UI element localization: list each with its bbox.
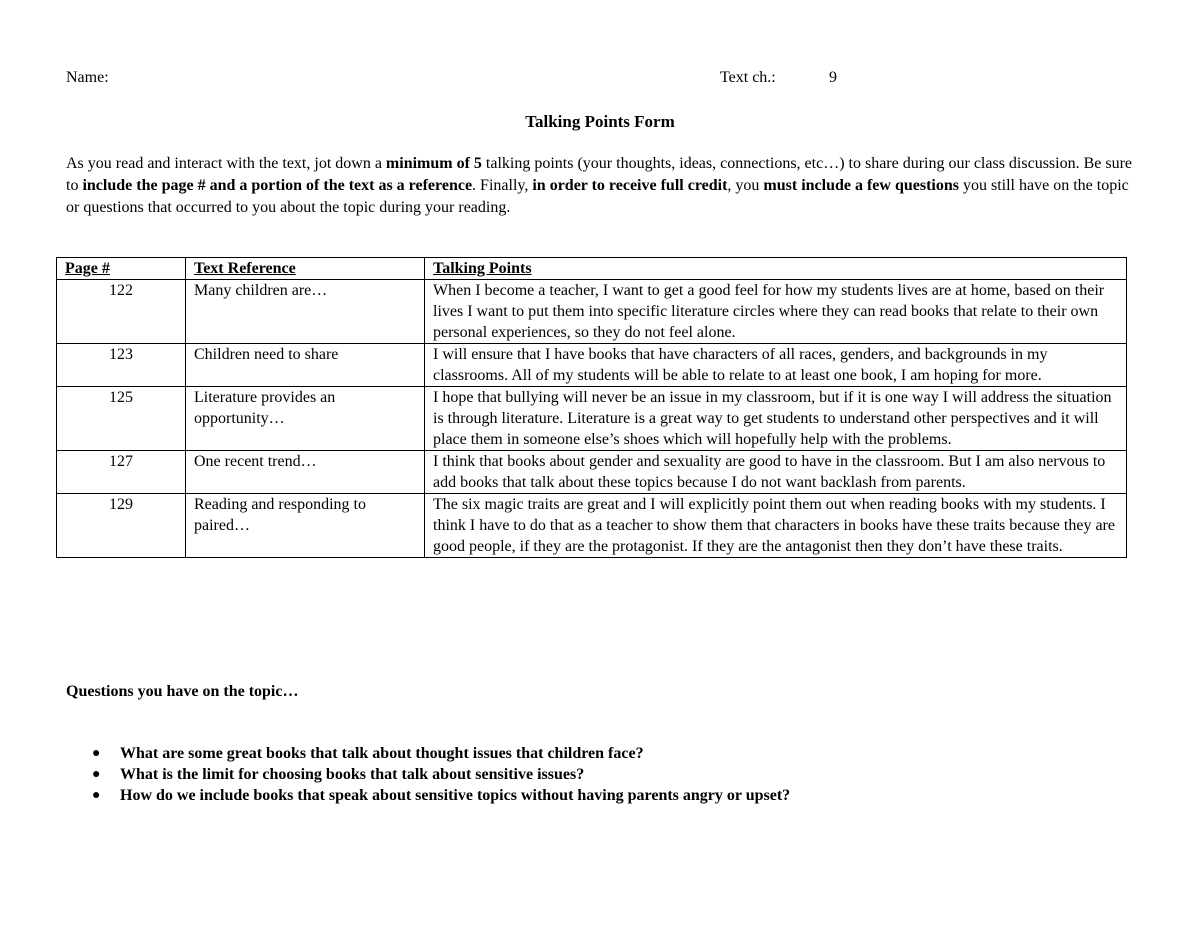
table-row xyxy=(57,494,1127,558)
instructions-bold-text: in order to receive full credit xyxy=(532,177,728,194)
question-text: What is the limit for choosing books that talk about sensitive issues? xyxy=(120,766,585,783)
list-item xyxy=(66,785,1126,806)
column-header-page: Page # xyxy=(57,258,186,280)
table-row xyxy=(57,451,1127,494)
talking-point-cell: I will ensure that I have books that have characters of all races, genders, and backgrounds in my classrooms. All of my students will be able to relate to at least one book, I am hoping for more. xyxy=(425,344,1127,387)
bullet-icon: ● xyxy=(92,767,101,782)
table-row xyxy=(57,387,1127,451)
text-reference-cell: Children need to share xyxy=(186,344,425,387)
instructions-bold-text: must include a few questions xyxy=(763,177,959,194)
text-reference-cell: Reading and responding to paired… xyxy=(186,494,425,558)
form-title: Talking Points Form xyxy=(525,112,675,131)
instructions-text: , you xyxy=(727,177,764,194)
instructions-paragraph xyxy=(66,153,1138,219)
list-item xyxy=(66,743,1126,764)
bullet-icon: ● xyxy=(92,746,101,761)
instructions-text: As you read and interact with the text, jot down a xyxy=(66,155,386,172)
bullet-icon: ● xyxy=(92,788,101,803)
instructions-bold-text: include the page # and a portion of the text as a reference xyxy=(82,177,473,194)
talking-points-table xyxy=(56,257,1127,558)
page-number-cell: 123 xyxy=(57,344,186,387)
text-reference-cell: Literature provides an opportunity… xyxy=(186,387,425,451)
page-number-cell: 122 xyxy=(57,280,186,344)
page-number-cell: 127 xyxy=(57,451,186,494)
text-reference-cell: One recent trend… xyxy=(186,451,425,494)
question-text: How do we include books that speak about sensitive topics without having parents angry or upset? xyxy=(120,787,791,804)
column-header-text-reference: Text Reference xyxy=(186,258,425,280)
text-chapter-value: 9 xyxy=(829,69,837,86)
table-row xyxy=(57,280,1127,344)
question-text: What are some great books that talk about thought issues that children face? xyxy=(120,745,644,762)
column-header-talking-points: Talking Points xyxy=(425,258,1127,280)
text-chapter-label: Text ch.: xyxy=(720,69,776,86)
page-number-cell: 125 xyxy=(57,387,186,451)
instructions-text: talking points (your thoughts, ideas, connections, etc…) to share during our class discussion. Be sure to xyxy=(66,155,1133,194)
talking-point-cell: The six magic traits are great and I will explicitly point them out when reading books with my students. I think I have to do that as a teacher to show them that characters in books have these traits because they are good people, if they are the protagonist. If they are the antagonist then they don’t have these traits. xyxy=(425,494,1127,558)
talking-point-cell: I think that books about gender and sexuality are good to have in the classroom. But I am also nervous to add books that talk about these topics because I do not want backlash from parents. xyxy=(425,451,1127,494)
instructions-text: you still have on the topic or questions that occurred to you about the topic during your reading. xyxy=(66,177,1129,216)
talking-point-cell: I hope that bullying will never be an issue in my classroom, but if it is one way I will address the situation is through literature. Literature is a great way to get students to understand other perspectives and it will place them in someone else’s shoes which will hopefully help with the problems. xyxy=(425,387,1127,451)
instructions-bold-text: minimum of 5 xyxy=(385,155,482,172)
questions-heading: Questions you have on the topic… xyxy=(66,683,299,700)
page-number-cell: 129 xyxy=(57,494,186,558)
list-item xyxy=(66,764,1126,785)
questions-list xyxy=(66,743,1126,806)
talking-point-cell: When I become a teacher, I want to get a good feel for how my students lives are at home, based on their lives I want to put them into specific literature circles where they can read books that relate to their own personal experiences, so they do not feel alone. xyxy=(425,280,1127,344)
text-reference-cell: Many children are… xyxy=(186,280,425,344)
table-header-row xyxy=(57,258,1127,280)
instructions-text: . Finally, xyxy=(472,177,533,194)
table-row xyxy=(57,344,1127,387)
name-label: Name: xyxy=(66,69,109,86)
header-row xyxy=(66,67,1126,89)
